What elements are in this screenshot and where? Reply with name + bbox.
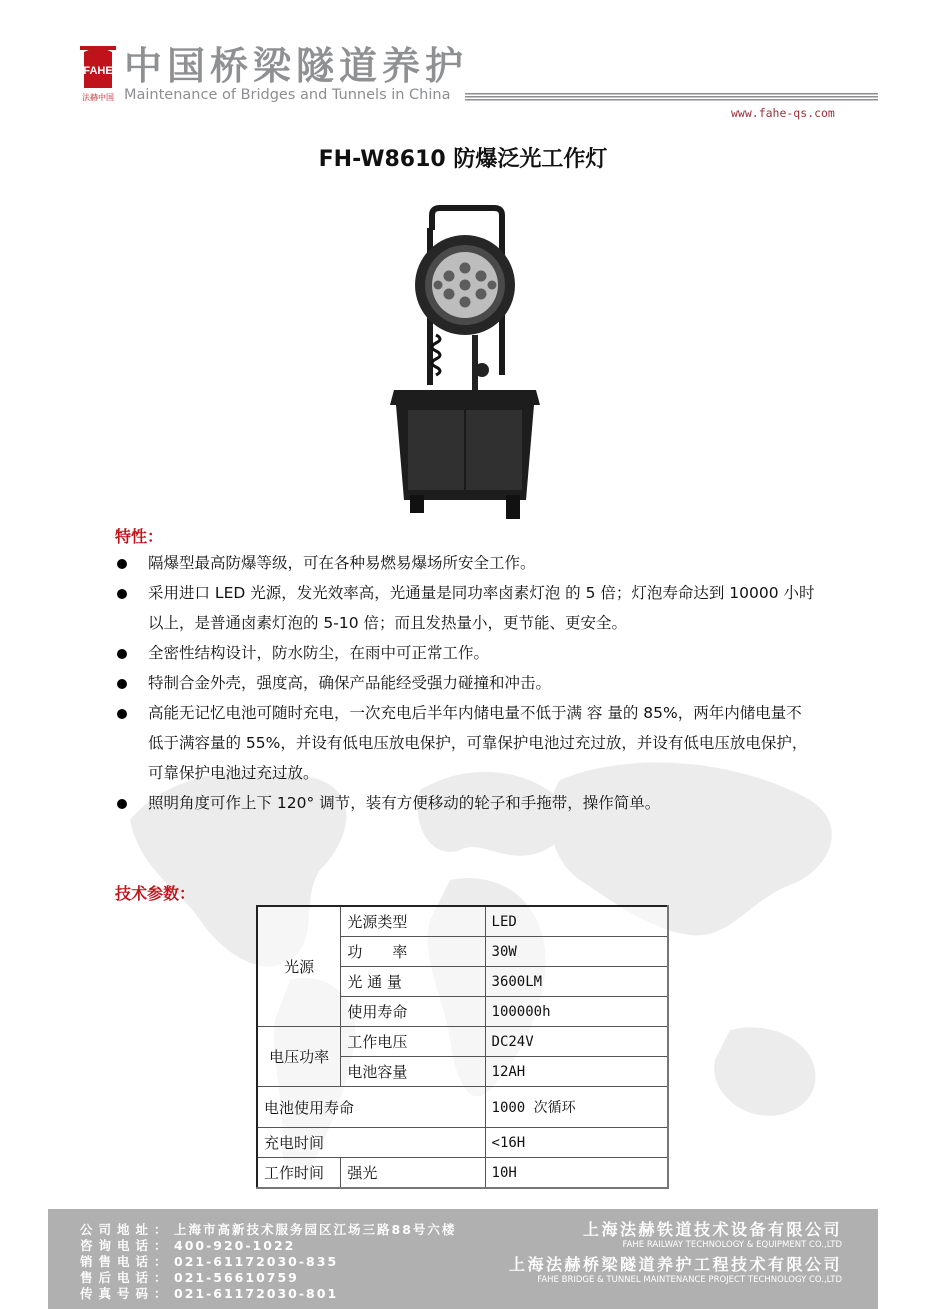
param-sublabel: 强光 [341, 1158, 485, 1189]
company-name-1-cn: 上海法赫铁道技术设备有限公司 [582, 1220, 842, 1239]
contact-value: 400-920-1022 [174, 1238, 296, 1253]
company-name-2-en: FAHE BRIDGE & TUNNEL MAINTENANCE PROJECT TECHNOLOGY CO.,LTD [537, 1275, 842, 1285]
brand-title-en: Maintenance of Bridges and Tunnels in China [124, 87, 451, 103]
feature-text: 采用进口 LED 光源，发光效率高，光通量是同功率卤素灯泡 的 5 倍；灯泡寿命达到 10000 小时以上，是普通卤素灯泡的 5-10 倍；而且发热量小，更节能、更安全。 [148, 584, 815, 632]
feature-item [115, 548, 815, 578]
param-value: 12AH [485, 1057, 668, 1087]
fahe-logo [78, 42, 118, 104]
contact-label: 传真号码： [80, 1286, 173, 1301]
feature-text: 隔爆型最高防爆等级，可在各种易燃易爆场所安全工作。 [148, 554, 536, 572]
contact-value: 021-61172030-801 [174, 1286, 339, 1301]
feature-item [115, 698, 815, 788]
feature-item [115, 638, 815, 668]
feature-item [115, 578, 815, 638]
param-label: 充电时间 [257, 1128, 485, 1158]
feature-text: 照明角度可作上下 120° 调节，装有方便移动的轮子和手拖带，操作简单。 [148, 794, 661, 812]
feature-text: 高能无记忆电池可随时充电，一次充电后半年内储电量不低于满 容 量的 85%，两年内储电量不低于满容量的 55%，并设有低电压放电保护，可靠保护电池过充过放，并设有低电压放电保护，可靠保护电池过充过放。 [148, 704, 808, 782]
param-label: 电池使用寿命 [257, 1087, 485, 1128]
contact-aftersales [80, 1270, 456, 1286]
contact-label: 销售电话： [80, 1254, 173, 1269]
product-lamp-image [380, 200, 550, 530]
param-value: <16H [485, 1128, 668, 1158]
contact-label: 公司地址： [80, 1222, 173, 1237]
features-heading: 特性： [115, 527, 164, 546]
bullet-icon [117, 679, 127, 689]
footer-company-block [509, 1220, 842, 1290]
group-label-light-source: 光源 [257, 906, 341, 1027]
logo-text: FAHE [83, 65, 113, 77]
feature-item [115, 668, 815, 698]
brand-title-cn: 中国桥梁隧道养护 [124, 44, 469, 88]
feature-item [115, 788, 815, 818]
contact-value: 021-56610759 [174, 1270, 299, 1285]
feature-text: 特制合金外壳，强度高，确保产品能经受强力碰撞和冲击。 [148, 674, 552, 692]
param-value: 3600LM [485, 967, 668, 997]
contact-value: 021-61172030-835 [174, 1254, 339, 1269]
table-row [257, 906, 668, 937]
website-url[interactable]: www.fahe-qs.com [731, 106, 835, 120]
param-label: 工作电压 [341, 1027, 485, 1057]
param-value: LED [485, 906, 668, 937]
param-label: 电池容量 [341, 1057, 485, 1087]
company-name-1-en: FAHE RAILWAY TECHNOLOGY & EQUIPMENT CO.,LTD [622, 1240, 842, 1250]
bullet-icon [117, 799, 127, 809]
company-name-2-cn: 上海法赫桥梁隧道养护工程技术有限公司 [508, 1255, 842, 1274]
header-divider [465, 93, 878, 101]
contact-value: 上海市高新技术服务园区江场三路88号六楼 [174, 1222, 457, 1237]
contact-fax [80, 1286, 456, 1302]
bullet-icon [117, 709, 127, 719]
param-value: 100000h [485, 997, 668, 1027]
param-label: 工作时间 [257, 1158, 341, 1189]
param-label: 使用寿命 [341, 997, 485, 1027]
param-value: 30W [485, 937, 668, 967]
contact-sales [80, 1254, 456, 1270]
bullet-icon [117, 589, 127, 599]
param-label: 功 率 [341, 937, 485, 967]
feature-text: 全密性结构设计，防水防尘，在雨中可正常工作。 [148, 644, 490, 662]
bullet-icon [117, 559, 127, 569]
param-label: 光 通 量 [341, 967, 485, 997]
param-value: 1000 次循环 [485, 1087, 668, 1128]
param-value: DC24V [485, 1027, 668, 1057]
feature-list [115, 548, 815, 818]
table-row [257, 1087, 668, 1128]
param-label: 光源类型 [341, 906, 485, 937]
contact-address [80, 1222, 456, 1238]
footer-contacts [80, 1222, 456, 1302]
spec-table [256, 905, 669, 1189]
table-row [257, 1027, 668, 1057]
page-title: FH-W8610 防爆泛光工作灯 [318, 147, 608, 172]
contact-hotline [80, 1238, 456, 1254]
spec-heading: 技术参数： [115, 884, 196, 903]
param-value: 10H [485, 1158, 668, 1189]
bullet-icon [117, 649, 127, 659]
logo-subtext: 法赫中国 [82, 93, 114, 102]
contact-label: 咨询电话： [80, 1238, 173, 1253]
table-row [257, 1158, 668, 1189]
contact-label: 售后电话： [80, 1270, 173, 1285]
table-row [257, 1128, 668, 1158]
group-label-voltage-power: 电压功率 [257, 1027, 341, 1087]
